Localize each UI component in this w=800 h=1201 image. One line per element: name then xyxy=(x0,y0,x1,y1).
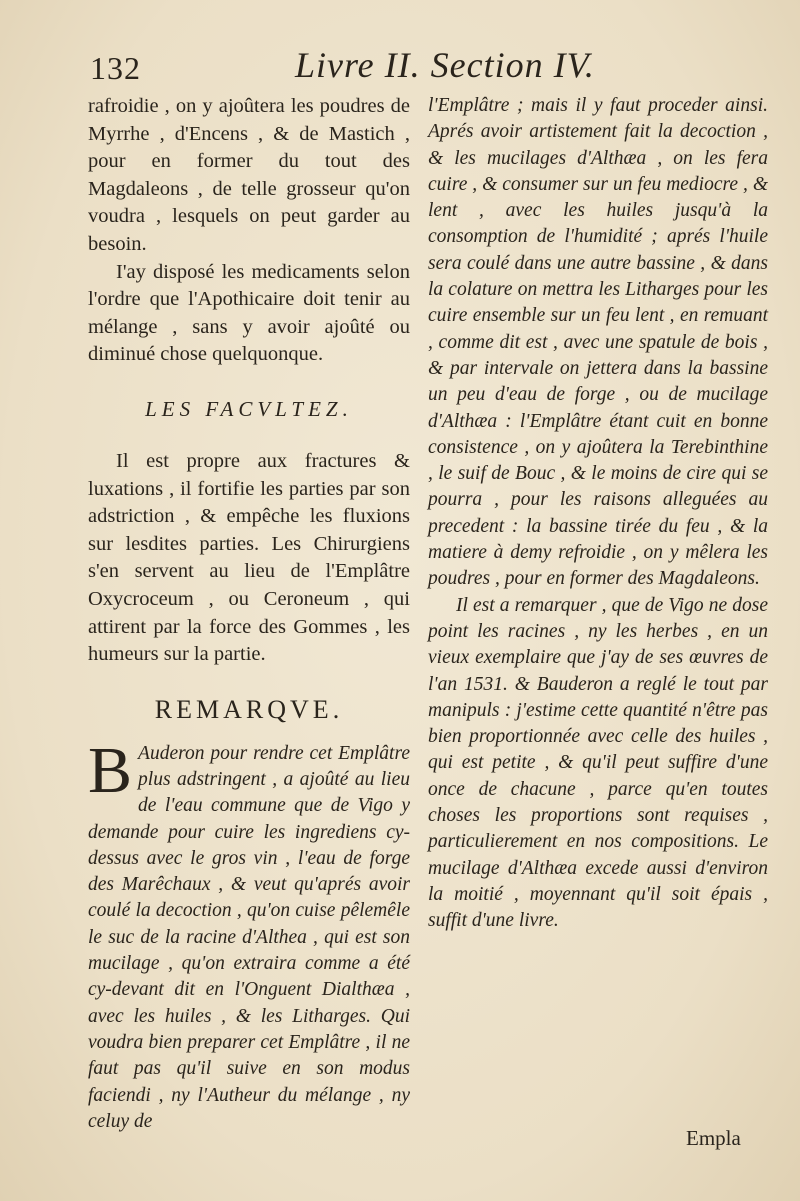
left-column xyxy=(88,93,410,1135)
page-header xyxy=(90,40,740,90)
section-title-remarque: REMARQVE. xyxy=(154,694,344,724)
paragraph: I'ay disposé les medicaments selon l'ordre que l'Apothicaire doit tenir au mélange , sans y avoir ajoûté ou diminué chose quelquonque. xyxy=(88,260,410,366)
section-title-facultez: LES FACVLTEZ. xyxy=(145,396,353,421)
remark-paragraph xyxy=(88,733,410,1135)
running-head: Livre II. Section IV. xyxy=(295,45,595,85)
page-number: 132 xyxy=(90,50,141,86)
right-column xyxy=(428,93,768,935)
paragraph: Il est a remarquer , que de Vigo ne dose point les racines , ny les herbes , en un vieux exemplaire que j'ay de ses œuvres de l'an 1531. & Bauderon a reglé le tout par manipuls : j'estime cette quantité n'être pas bien proportionnée avec celle des huiles , qui est petite , & qu'il peut suffire d'une once de chacune , parce qu'en toutes choses les proportions sont requises , particulierement en nos compositions. Le mucilage d'Althæa excede aussi d'environ la moitié , moyennant qu'il soit épais , suffit d'une livre. xyxy=(428,594,768,932)
catchword: Empla xyxy=(686,1126,741,1150)
paragraph: rafroidie , on y ajoûtera les poudres de Myrrhe , d'Encens , & de Mastich , pour en former du tout des Magdaleons , de telle grosseur qu'on voudra , lesquels on peut garder au besoin. xyxy=(88,95,410,255)
paragraph: Il est propre aux fractures & luxations , il fortifie les parties par son adstriction , & empêche les fluxions sur lesdites parties. Les Chirurgiens s'en servent au lieu de l'Emplâtre Oxycroceum , ou Ceroneum , qui attirent par la force des Gommes , les humeurs sur la partie. xyxy=(88,449,410,666)
drop-cap: B xyxy=(88,733,133,807)
paragraph: l'Emplâtre ; mais il y faut proceder ainsi. Aprés avoir artistement fait la decoction , & les mucilages d'Althæa , on les fera cuire , & consumer sur un feu mediocre , & lent , avec les huiles jusqu'à la consomption de l'humidité ; aprés l'huile sera coulé dans une autre bassine , & dans la colature on mettra les Litharges pour les cuire ensemble sur un feu lent , en remuant , comme dit est , avec une spatule de bois , & par intervale on jettera dans la bassine un peu d'eau de forge , ou de mucilage d'Althæa : l'Emplâtre étant cuit en bonne consistence , on y ajoûtera la Terebinthine , le suif de Bouc , & le moins de cire qui se pourra , pour les raisons alleguées au precedent : la bassine tirée du feu , & la matiere à demy refroidie , on y mêlera les poudres , pour en former des Magdaleons. xyxy=(428,95,768,590)
remark-text: Auderon pour rendre cet Emplâtre plus adstringent , a ajoûté au lieu de l'eau commune que de Vigo y demande pour cuire les ingrediens cy-dessus avec le gros vin , l'eau de forge des Marêchaux , & veut qu'aprés avoir coulé la decoction , qu'on cuise pêlemêle le suc de la racine d'Althea , qui est son mucilage , qu'on extraira comme a été cy-devant dit en l'Onguent Dialthæa , avec les huiles , & les Litharges. Qui voudra bien preparer cet Emplâtre , il ne faut pas qu'il suive en son modus faciendi , ny l'Autheur du mélange , ny celuy de xyxy=(88,742,410,1132)
